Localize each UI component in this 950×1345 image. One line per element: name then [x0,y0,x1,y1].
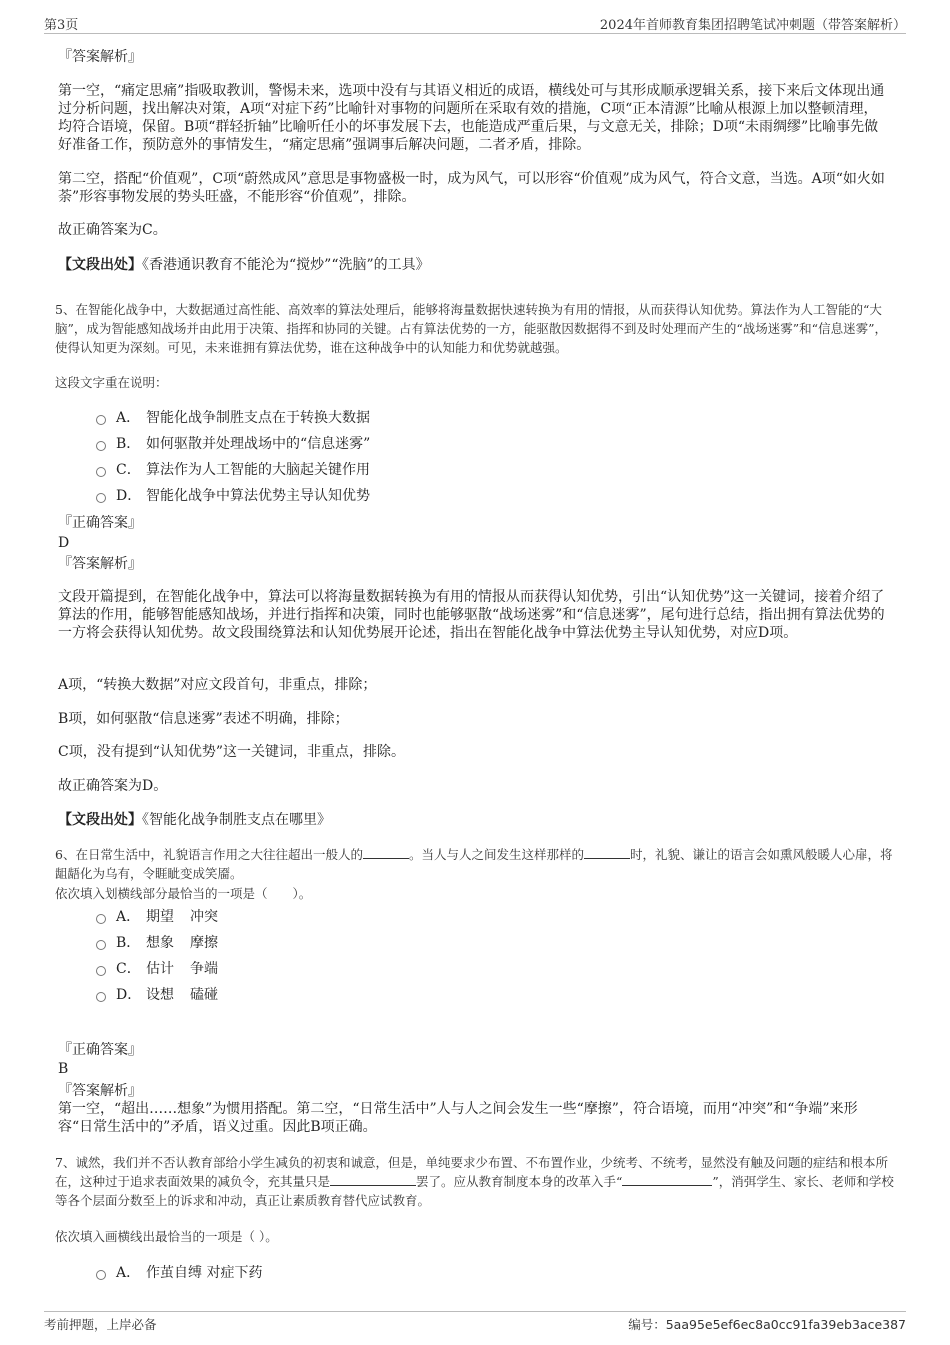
footer-slogan: 考前押题，上岸必备 [44,1317,157,1332]
page-header [44,14,906,34]
q4-source-text: 《香港通识教育不能沦为“搅炒”“洗脑”的工具》 [142,257,430,273]
q5-answer-conclusion: 故正确答案为D。 [58,778,168,794]
q5-stem: 5、在智能化战争中，大数据通过高性能、高效率的算法处理后，能够将海量数据快速转换为有用的情报，从而获得认知优势。算法作为人工智能的“大脑”，成为智能感知战场并由此用于决策、指挥和协同的关键。占有算法优势的一方，能驱散因数据得不到及时处理而产生的“战场迷雾”和“信息迷雾”，使得认知更为深刻。可见，未来谁拥有算法优势，谁在这种战争中的认知能力和优势就越强。 [55,302,887,355]
q5-option-a[interactable]: A． 智能化战争制胜支点在于转换大数据 [96,409,370,427]
blank-line [363,847,409,859]
radio-icon[interactable] [96,966,106,976]
radio-icon[interactable] [96,493,106,503]
radio-icon[interactable] [96,415,106,425]
q5-analysis-option-c: C项，没有提到“认知优势”这一关键词，非重点，排除。 [58,744,406,760]
radio-icon[interactable] [96,441,106,451]
q4-analysis-paragraph-1: 第一空，“痛定思痛”指吸取教训，警惕未来，选项中没有与其语义相近的成语，横线处可与其形成顺承逻辑关系，接下来后文体现出通过分析问题，找出解决对策，A项“对症下药”比喻针对事物的问题所在采取有效的措施，C项“正本清源”比喻从根源上加以整顿清理，均符合语境，保留。B项“群轻折轴”比喻听任小的坏事发展下去，也能造成严重后果，与文意无关，排除；D项“未雨绸缪”比喻事先做好准备工作，预防意外的事情发生，“痛定思痛”强调事后解决问题，二者矛盾，排除。 [58,83,885,153]
radio-icon[interactable] [96,467,106,477]
q6-answer: B [58,1061,69,1077]
q5-analysis-option-a: A项，“转换大数据”对应文段首句，非重点，排除； [58,677,377,693]
q6-option-d[interactable]: D． 设想 磕碰 [96,986,218,1004]
document-title: 2024年首师教育集团招聘笔试冲刺题（带答案解析） [599,18,906,33]
q6-option-a[interactable]: A． 期望 冲突 [96,908,218,926]
q6-option-c[interactable]: C． 估计 争端 [96,960,218,978]
q6-stem: 6、在日常生活中，礼貌语言作用之大往往超出一般人的 。当人与人之间发生这样那样的 时，礼貌、谦让的语言会如熏风般暖人心扉，将龃龉化为乌有，令睚眦变成笑靥。 [55,847,893,881]
q7-prompt: 依次填入画横线出最恰当的一项是（ ）。 [55,1229,278,1244]
radio-icon[interactable] [96,940,106,950]
document-code: 编号：5aa95e5ef6ec8a0cc91fa39eb3ace387 [628,1317,906,1332]
q7-stem: 7、诚然，我们并不否认教育部给小学生减负的初衷和诚意，但是，单纯要求少布置、不布置作业，少统考、不统考，显然没有触及问题的症结和根本所在，这种过于追求表面效果的减负令，充其量只是 罢了。应从教育制度本身的改革入手“ ”，消弭学生、家长、老师和学校等各个层面分数至上的诉求和冲动，真正让素质教育替代应试教育。 [55,1155,894,1208]
page-number: 第3页 [44,18,79,33]
q5-answer-label: 『正确答案』 [58,515,142,531]
page-footer [44,1311,906,1333]
q6-analysis-label: 『答案解析』 [58,1083,142,1099]
radio-icon[interactable] [96,992,106,1002]
q5-analysis-paragraph-1: 文段开篇提到，在智能化战争中，算法可以将海量数据转换为有用的情报从而获得认知优势，引出“认知优势”这一关键词，接着介绍了算法的作用，能够智能感知战场，并进行指挥和决策，同时也能够驱散“战场迷雾”和“信息迷雾”，尾句进行总结，指出拥有算法优势的一方将会获得认知优势。故文段围绕算法和认知优势展开论述，指出在智能化战争中算法优势主导认知优势，对应D项。 [58,589,885,641]
q5-option-d[interactable]: D． 智能化战争中算法优势主导认知优势 [96,487,370,505]
blank-line [584,847,630,859]
q5-answer: D [58,535,70,551]
blank-line [330,1174,416,1186]
q4-answer-conclusion: 故正确答案为C。 [58,222,167,238]
q5-prompt: 这段文字重在说明： [55,375,168,390]
q4-source [58,256,888,274]
radio-icon[interactable] [96,1270,106,1280]
q5-analysis-label: 『答案解析』 [58,556,142,572]
q4-source-label: 【文段出处】 [58,257,142,273]
q7-option-a[interactable]: A． 作茧自缚 对症下药 [96,1264,262,1282]
q5-source [58,811,888,829]
radio-icon[interactable] [96,914,106,924]
q5-source-label: 【文段出处】 [58,812,142,828]
q4-analysis-paragraph-2: 第二空，搭配“价值观”，C项“蔚然成风”意思是事物盛极一时，成为风气，可以形容“价值观”成为风气，符合文意，当选。A项“如火如荼”形容事物发展的势头旺盛，不能形容“价值观”，排除。 [58,171,885,205]
q6-answer-label: 『正确答案』 [58,1042,142,1058]
q5-option-b[interactable]: B． 如何驱散并处理战场中的“信息迷雾” [96,435,370,453]
q5-option-c[interactable]: C． 算法作为人工智能的大脑起关键作用 [96,461,370,479]
q5-source-text: 《智能化战争制胜支点在哪里》 [142,812,331,828]
q6-option-b[interactable]: B． 想象 摩擦 [96,934,218,952]
q4-analysis-label: 『答案解析』 [58,49,142,65]
q6-analysis-paragraph-1: 第一空，“超出……想象”为惯用搭配。第二空，“日常生活中”人与人之间会发生一些“摩擦”，符合语境，而用“冲突”和“争端”来形容“日常生活中的”矛盾，语义过重。因此B项正确。 [58,1101,858,1135]
blank-line [622,1174,712,1186]
q6-prompt: 依次填入划横线部分最恰当的一项是（ ）。 [55,886,312,901]
q5-analysis-option-b: B项，如何驱散“信息迷雾”表述不明确，排除； [58,711,349,727]
